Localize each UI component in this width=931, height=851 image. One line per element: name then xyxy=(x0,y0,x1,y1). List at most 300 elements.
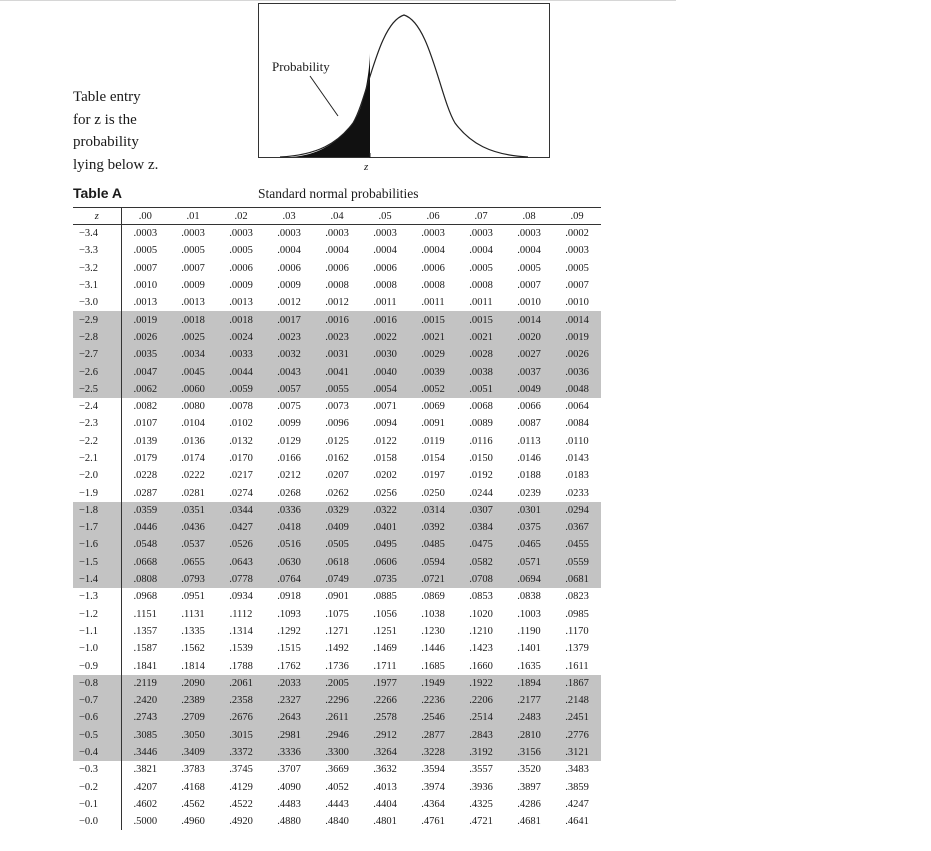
probability-cell: .0256 xyxy=(373,487,397,499)
probability-cell: .1949 xyxy=(409,675,457,692)
column-header: .00 xyxy=(121,208,169,225)
probability-cell: .4761 xyxy=(421,816,445,828)
probability-cell: .0129 xyxy=(277,435,301,447)
probability-cell: .0084 xyxy=(565,418,589,430)
probability-cell: .0003 xyxy=(421,228,445,240)
probability-cell: .1423 xyxy=(469,643,493,655)
probability-cell: .0007 xyxy=(565,280,589,292)
probability-cell: .1210 xyxy=(469,625,493,637)
probability-cell: .0057 xyxy=(265,381,313,398)
probability-cell: .0548 xyxy=(121,536,169,553)
probability-cell: .0013 xyxy=(181,297,205,309)
z-value-cell: −2.5 xyxy=(73,381,121,398)
probability-cell: .0003 xyxy=(277,228,301,240)
probability-cell: .0009 xyxy=(277,280,301,292)
probability-cell: .0281 xyxy=(181,487,205,499)
z-value-cell: −1.1 xyxy=(73,623,121,640)
probability-cell: .3121 xyxy=(553,744,601,761)
probability-cell: .2206 xyxy=(457,692,505,709)
probability-cell: .2389 xyxy=(169,692,217,709)
probability-cell: .0008 xyxy=(325,280,349,292)
probability-cell: .0262 xyxy=(325,487,349,499)
probability-cell: .0008 xyxy=(469,280,493,292)
probability-cell: .0004 xyxy=(325,245,349,257)
probability-cell: .3264 xyxy=(361,744,409,761)
probability-cell: .1379 xyxy=(565,643,589,655)
probability-cell: .0228 xyxy=(133,470,158,482)
probability-cell: .3594 xyxy=(421,764,445,776)
probability-cell: .0294 xyxy=(553,502,601,519)
probability-cell: .0143 xyxy=(565,453,589,464)
probability-cell: .4090 xyxy=(277,781,301,793)
probability-cell: .1515 xyxy=(277,643,301,655)
z-value-cell: −3.1 xyxy=(73,277,121,294)
table-row xyxy=(73,381,601,398)
z-value-cell: −0.3 xyxy=(73,761,121,778)
probability-cell: .0003 xyxy=(133,228,158,240)
probability-cell: .0099 xyxy=(277,418,301,430)
probability-cell: .2709 xyxy=(169,709,217,726)
probability-cell: .0329 xyxy=(313,502,361,519)
probability-cell: .1056 xyxy=(373,608,397,620)
probability-cell: .0054 xyxy=(361,381,409,398)
probability-cell: .3974 xyxy=(421,781,445,793)
probability-cell: .0078 xyxy=(229,401,253,413)
probability-cell: .3520 xyxy=(517,764,541,776)
probability-cell: .0721 xyxy=(409,571,457,588)
probability-cell: .0004 xyxy=(421,245,445,257)
z-value-cell: −0.7 xyxy=(73,692,121,709)
probability-cell: .0793 xyxy=(169,571,217,588)
probability-cell: .0222 xyxy=(181,470,205,482)
probability-cell: .0028 xyxy=(457,346,505,363)
probability-cell: .2946 xyxy=(313,727,361,744)
probability-cell: .0268 xyxy=(277,487,301,499)
probability-cell: .0066 xyxy=(517,401,541,413)
probability-cell: .0401 xyxy=(361,519,409,536)
z-value-cell: −3.3 xyxy=(73,242,121,259)
probability-cell: .1190 xyxy=(517,625,541,637)
probability-cell: .0516 xyxy=(265,536,313,553)
table-row xyxy=(73,744,601,761)
probability-cell: .0005 xyxy=(181,245,205,257)
probability-cell: .1711 xyxy=(373,660,397,672)
table-row xyxy=(73,277,601,294)
probability-cell: .0031 xyxy=(313,346,361,363)
probability-cell: .0505 xyxy=(313,536,361,553)
probability-cell: .0359 xyxy=(121,502,169,519)
table-row xyxy=(73,294,601,311)
z-value-cell: −2.6 xyxy=(73,363,121,380)
probability-cell: .1038 xyxy=(421,608,445,620)
probability-cell: .0044 xyxy=(217,363,265,380)
probability-cell: .0336 xyxy=(265,502,313,519)
caption-line: lying below z. xyxy=(73,156,159,173)
probability-cell: .0885 xyxy=(373,591,397,603)
probability-cell: .1611 xyxy=(565,660,589,672)
probability-cell: .4443 xyxy=(325,798,349,810)
probability-cell: .1170 xyxy=(565,625,589,637)
table-row xyxy=(73,225,601,243)
z-value-cell: −3.2 xyxy=(73,260,121,277)
probability-cell: .0026 xyxy=(121,329,169,346)
probability-cell: .0010 xyxy=(517,297,541,309)
probability-cell: .0179 xyxy=(133,453,158,464)
probability-cell: .3632 xyxy=(373,764,397,776)
probability-cell: .0013 xyxy=(133,297,158,309)
probability-cell: .3897 xyxy=(517,781,541,793)
probability-cell: .1539 xyxy=(229,643,253,655)
probability-cell: .4404 xyxy=(373,798,397,810)
probability-cell: .3300 xyxy=(313,744,361,761)
probability-cell: .0010 xyxy=(565,297,589,309)
probability-cell: .0681 xyxy=(553,571,601,588)
probability-cell: .0102 xyxy=(229,418,253,430)
probability-cell: .3745 xyxy=(229,764,253,776)
probability-cell: .2358 xyxy=(217,692,265,709)
probability-cell: .4483 xyxy=(277,798,301,810)
probability-cell: .0003 xyxy=(373,228,397,240)
probability-cell: .0080 xyxy=(181,401,205,413)
probability-cell: .0351 xyxy=(169,502,217,519)
probability-cell: .0202 xyxy=(373,470,397,482)
probability-cell: .1492 xyxy=(325,643,349,655)
probability-cell: .0301 xyxy=(505,502,553,519)
probability-cell: .0436 xyxy=(169,519,217,536)
probability-cell: .3085 xyxy=(121,727,169,744)
column-header: .09 xyxy=(553,208,601,225)
z-value-cell: −2.9 xyxy=(73,311,121,328)
table-row xyxy=(73,433,601,450)
probability-cell: .3156 xyxy=(505,744,553,761)
probability-cell: .2148 xyxy=(553,692,601,709)
probability-cell: .3557 xyxy=(469,764,493,776)
z-value-cell: −2.8 xyxy=(73,329,121,346)
probability-cell: .2743 xyxy=(121,709,169,726)
probability-cell: .0838 xyxy=(517,591,541,603)
probability-cell: .0287 xyxy=(133,487,158,499)
probability-cell: .0018 xyxy=(169,311,217,328)
probability-cell: .1562 xyxy=(181,643,205,655)
probability-cell: .0375 xyxy=(505,519,553,536)
probability-cell: .0091 xyxy=(421,418,445,430)
z-value-cell: −0.2 xyxy=(73,779,121,796)
table-row xyxy=(73,260,601,277)
probability-cell: .0162 xyxy=(325,453,349,464)
table-row xyxy=(73,536,601,553)
probability-cell: .0002 xyxy=(565,228,589,240)
table-row xyxy=(73,640,601,657)
probability-cell: .0643 xyxy=(217,554,265,571)
z-value-cell: −1.0 xyxy=(73,640,121,657)
probability-cell: .2061 xyxy=(217,675,265,692)
probability-cell: .0014 xyxy=(505,311,553,328)
probability-cell: .0060 xyxy=(169,381,217,398)
probability-cell: .4602 xyxy=(133,798,158,810)
probability-cell: .4840 xyxy=(325,816,349,828)
probability-cell: .0122 xyxy=(373,435,397,447)
table-caption xyxy=(73,86,223,176)
probability-cell: .0384 xyxy=(457,519,505,536)
probability-cell: .2119 xyxy=(121,675,169,692)
z-value-cell: −2.2 xyxy=(73,433,121,450)
z-value-cell: −3.4 xyxy=(73,225,121,243)
probability-cell: .3936 xyxy=(469,781,493,793)
probability-cell: .0071 xyxy=(373,401,397,413)
probability-cell: .1587 xyxy=(133,643,158,655)
probability-cell: .0007 xyxy=(181,262,205,274)
probability-cell: .0146 xyxy=(517,453,541,464)
probability-cell: .3409 xyxy=(169,744,217,761)
probability-cell: .4960 xyxy=(181,816,205,828)
probability-cell: .0089 xyxy=(469,418,493,430)
probability-cell: .0606 xyxy=(361,554,409,571)
probability-cell: .0951 xyxy=(181,591,205,603)
probability-cell: .0037 xyxy=(505,363,553,380)
probability-cell: .0217 xyxy=(229,470,253,482)
probability-cell: .0107 xyxy=(133,418,158,430)
table-row xyxy=(73,519,601,536)
probability-cell: .0008 xyxy=(421,280,445,292)
probability-cell: .0918 xyxy=(277,591,301,603)
probability-cell: .1685 xyxy=(421,660,445,672)
probability-cell: .0526 xyxy=(217,536,265,553)
column-header: .08 xyxy=(505,208,553,225)
caption-line: Table entry xyxy=(73,89,141,105)
probability-cell: .4920 xyxy=(229,816,253,828)
probability-cell: .0207 xyxy=(325,470,349,482)
probability-cell: .0023 xyxy=(313,329,361,346)
probability-cell: .2296 xyxy=(313,692,361,709)
probability-cell: .0409 xyxy=(313,519,361,536)
probability-cell: .0367 xyxy=(553,519,601,536)
probability-cell: .0170 xyxy=(229,453,253,464)
probability-cell: .2981 xyxy=(265,727,313,744)
table-row xyxy=(73,571,601,588)
table-row xyxy=(73,450,601,467)
probability-cell: .0020 xyxy=(505,329,553,346)
probability-cell: .0537 xyxy=(169,536,217,553)
z-column-header: z xyxy=(73,208,121,225)
probability-cell: .0075 xyxy=(277,401,301,413)
table-row xyxy=(73,813,601,830)
probability-cell: .0455 xyxy=(553,536,601,553)
probability-cell: .1660 xyxy=(469,660,493,672)
probability-cell: .0009 xyxy=(229,280,253,292)
probability-cell: .0465 xyxy=(505,536,553,553)
column-header: .07 xyxy=(457,208,505,225)
probability-cell: .0901 xyxy=(325,591,349,603)
probability-cell: .0069 xyxy=(421,401,445,413)
probability-cell: .1635 xyxy=(517,660,541,672)
probability-cell: .0582 xyxy=(457,554,505,571)
probability-cell: .0244 xyxy=(469,487,493,499)
table-subtitle: Standard normal probabilities xyxy=(258,186,419,201)
table-row xyxy=(73,588,601,605)
probability-cell: .4286 xyxy=(517,798,541,810)
figure-frame xyxy=(259,4,550,158)
probability-cell: .0125 xyxy=(325,435,349,447)
probability-cell: .0418 xyxy=(265,519,313,536)
probability-cell: .0024 xyxy=(217,329,265,346)
probability-cell: .0007 xyxy=(133,262,158,274)
probability-cell: .0008 xyxy=(373,280,397,292)
probability-cell: .0059 xyxy=(217,381,265,398)
table-row xyxy=(73,692,601,709)
probability-cell: .2483 xyxy=(505,709,553,726)
probability-cell: .0668 xyxy=(121,554,169,571)
probability-cell: .0005 xyxy=(517,262,541,274)
z-value-cell: −1.2 xyxy=(73,606,121,623)
probability-cell: .1230 xyxy=(421,625,445,637)
probability-cell: .1977 xyxy=(361,675,409,692)
probability-cell: .4364 xyxy=(421,798,445,810)
probability-cell: .0049 xyxy=(505,381,553,398)
probability-cell: .3336 xyxy=(265,744,313,761)
probability-cell: .3783 xyxy=(181,764,205,776)
table-row xyxy=(73,467,601,484)
probability-cell: .0019 xyxy=(121,311,169,328)
probability-cell: .0119 xyxy=(421,435,445,447)
probability-cell: .1788 xyxy=(229,660,253,672)
probability-cell: .0003 xyxy=(565,245,589,257)
table-row xyxy=(73,363,601,380)
table-row xyxy=(73,675,601,692)
probability-cell: .4247 xyxy=(565,798,589,810)
probability-cell: .0778 xyxy=(217,571,265,588)
probability-cell: .0192 xyxy=(469,470,493,482)
probability-cell: .0064 xyxy=(565,401,589,413)
z-value-cell: −2.3 xyxy=(73,415,121,432)
z-value-cell: −1.5 xyxy=(73,554,121,571)
probability-cell: .0427 xyxy=(217,519,265,536)
probability-cell: .0021 xyxy=(457,329,505,346)
z-axis-label: z xyxy=(364,161,369,173)
probability-cell: .0018 xyxy=(217,311,265,328)
probability-cell: .3372 xyxy=(217,744,265,761)
probability-cell: .0869 xyxy=(421,591,445,603)
probability-cell: .1469 xyxy=(373,643,397,655)
probability-cell: .0006 xyxy=(373,262,397,274)
probability-cell: .0004 xyxy=(373,245,397,257)
table-header-row xyxy=(73,208,601,225)
probability-cell: .1841 xyxy=(133,660,158,672)
probability-cell: .0136 xyxy=(181,435,205,447)
z-value-cell: −1.6 xyxy=(73,536,121,553)
probability-cell: .2420 xyxy=(121,692,169,709)
probability-cell: .0006 xyxy=(229,262,253,274)
probability-cell: .0052 xyxy=(409,381,457,398)
table-row xyxy=(73,623,601,640)
probability-cell: .2676 xyxy=(217,709,265,726)
probability-cell: .0446 xyxy=(121,519,169,536)
probability-cell: .0043 xyxy=(265,363,313,380)
table-row xyxy=(73,346,601,363)
probability-cell: .0694 xyxy=(505,571,553,588)
probability-cell: .0040 xyxy=(361,363,409,380)
probability-cell: .0322 xyxy=(361,502,409,519)
probability-cell: .0934 xyxy=(229,591,253,603)
probability-cell: .0038 xyxy=(457,363,505,380)
probability-cell: .1867 xyxy=(553,675,601,692)
table-row xyxy=(73,415,601,432)
z-value-cell: −2.0 xyxy=(73,467,121,484)
probability-cell: .4207 xyxy=(133,781,158,793)
probability-cell: .2877 xyxy=(409,727,457,744)
probability-cell: .3483 xyxy=(565,764,589,776)
probability-cell: .2912 xyxy=(361,727,409,744)
probability-cell: .3050 xyxy=(169,727,217,744)
probability-cell: .0035 xyxy=(121,346,169,363)
probability-cell: .2810 xyxy=(505,727,553,744)
table-row xyxy=(73,242,601,259)
probability-cell: .0036 xyxy=(553,363,601,380)
probability-cell: .0051 xyxy=(457,381,505,398)
probability-cell: .2578 xyxy=(361,709,409,726)
probability-cell: .0011 xyxy=(421,297,445,309)
probability-cell: .0068 xyxy=(469,401,493,413)
probability-cell: .0985 xyxy=(565,608,589,620)
z-value-cell: −1.7 xyxy=(73,519,121,536)
probability-cell: .0009 xyxy=(181,280,205,292)
probability-cell: .0034 xyxy=(169,346,217,363)
probability-cell: .0823 xyxy=(565,591,589,603)
probability-cell: .2090 xyxy=(169,675,217,692)
probability-cell: .2451 xyxy=(553,709,601,726)
column-header: .02 xyxy=(217,208,265,225)
table-row xyxy=(73,709,601,726)
z-value-cell: −0.4 xyxy=(73,744,121,761)
probability-cell: .0158 xyxy=(373,453,397,464)
probability-cell: .0005 xyxy=(565,262,589,274)
caption-line: probability xyxy=(73,134,139,150)
caption-line: for z is the xyxy=(73,111,137,128)
probability-cell: .0749 xyxy=(313,571,361,588)
probability-cell: .4721 xyxy=(469,816,493,828)
probability-cell: .0005 xyxy=(469,262,493,274)
probability-cell: .0174 xyxy=(181,453,205,464)
standard-normal-table xyxy=(73,207,601,830)
table-row xyxy=(73,761,601,778)
probability-cell: .0735 xyxy=(361,571,409,588)
probability-cell: .0004 xyxy=(277,245,301,257)
probability-cell: .0110 xyxy=(565,435,589,447)
probability-cell: .0016 xyxy=(313,311,361,328)
probability-cell: .0007 xyxy=(517,280,541,292)
probability-cell: .0853 xyxy=(469,591,493,603)
z-value-cell: −0.8 xyxy=(73,675,121,692)
probability-cell: .0003 xyxy=(325,228,349,240)
probability-cell: .0003 xyxy=(181,228,205,240)
probability-cell: .1251 xyxy=(373,625,397,637)
probability-cell: .0212 xyxy=(277,470,301,482)
probability-cell: .0012 xyxy=(325,297,349,309)
probability-cell: .0019 xyxy=(553,329,601,346)
probability-cell: .0475 xyxy=(457,536,505,553)
probability-cell: .0023 xyxy=(265,329,313,346)
probability-cell: .3192 xyxy=(457,744,505,761)
column-header: .03 xyxy=(265,208,313,225)
probability-cell: .0073 xyxy=(325,401,349,413)
probability-cell: .0096 xyxy=(325,418,349,430)
probability-cell: .0055 xyxy=(313,381,361,398)
probability-cell: .4801 xyxy=(373,816,397,828)
probability-cell: .0010 xyxy=(133,280,158,292)
probability-cell: .0006 xyxy=(325,262,349,274)
probability-cell: .1814 xyxy=(181,660,205,672)
probability-cell: .4325 xyxy=(469,798,493,810)
table-row xyxy=(73,329,601,346)
